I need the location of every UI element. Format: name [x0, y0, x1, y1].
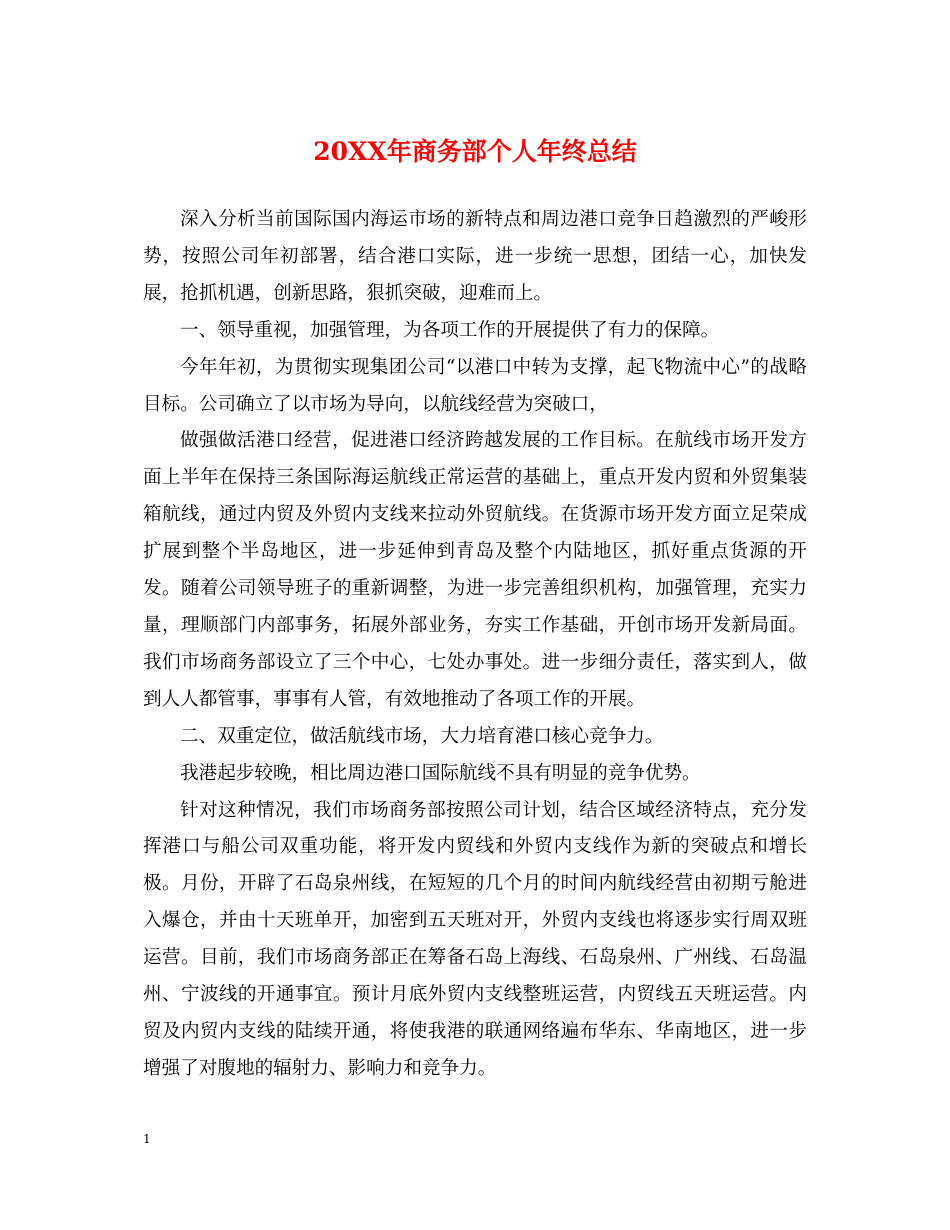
paragraph-background: 我港起步较晚，相比周边港口国际航线不具有明显的竞争优势。 [180, 762, 701, 784]
document-title: 20XX年商务部个人年终总结 [313, 137, 637, 166]
paragraph-heading-1: 一、领导重视，加强管理，为各项工作的开展提供了有力的保障。 [180, 319, 720, 341]
paragraph-routes: 针对这种情况，我们市场商务部按照公司计划，结合区域经济特点，充分发挥港口与船公司双重功能，将开发内贸线和外贸内支线作为新的突破点和增长极。月份，开辟了石岛泉州线，在短短的几个月的时间内航线经营由初期亏舱进入爆仓，并由十天班单开，加密到五天班对开，外贸内支线也将逐步实行周双班运营。目前，我们市场商务部正在筹备石岛上海线、石岛泉州、广州线、石岛温州、宁波线的开通事宜。预计月底外贸内支线整班运营，内贸线五天班运营。内贸及内贸内支线的陆续开通，将使我港的联通网络遍布华东、华南地区，进一步增强了对腹地的辐射力、影响力和竞争力。 [143, 799, 807, 1079]
paragraph-heading-2: 二、双重定位，做活航线市场，大力培育港口核心竞争力。 [180, 725, 664, 747]
paragraph-strategy: 今年年初，为贯彻实现集团公司“以港口中转为支撑，起飞物流中心”的战略目标。公司确立了以市场为导向，以航线经营为突破口， [143, 356, 807, 415]
page-number: 1 [143, 1132, 151, 1146]
document-body [143, 202, 807, 1088]
paragraph-work-goals: 做强做活港口经营，促进港口经济跨越发展的工作目标。在航线市场开发方面上半年在保持三条国际海运航线正常运营的基础上，重点开发内贸和外贸集装箱航线，通过内贸及外贸内支线来拉动外贸航线。在货源市场开发方面立足荣成扩展到整个半岛地区，进一步延伸到青岛及整个内陆地区，抓好重点货源的开发。随着公司领导班子的重新调整，为进一步完善组织机构，加强管理，充实力量，理顺部门内部事务，拓展外部业务，夯实工作基础，开创市场开发新局面。我们市场商务部设立了三个中心，七处办事处。进一步细分责任，落实到人，做到人人都管事，事事有人管，有效地推动了各项工作的开展。 [143, 430, 807, 710]
paragraph-intro: 深入分析当前国际国内海运市场的新特点和周边港口竞争日趋激烈的严峻形势，按照公司年初部署，结合港口实际，进一步统一思想，团结一心，加快发展，抢抓机遇，创新思路，狠抓突破，迎难而上。 [143, 209, 807, 304]
